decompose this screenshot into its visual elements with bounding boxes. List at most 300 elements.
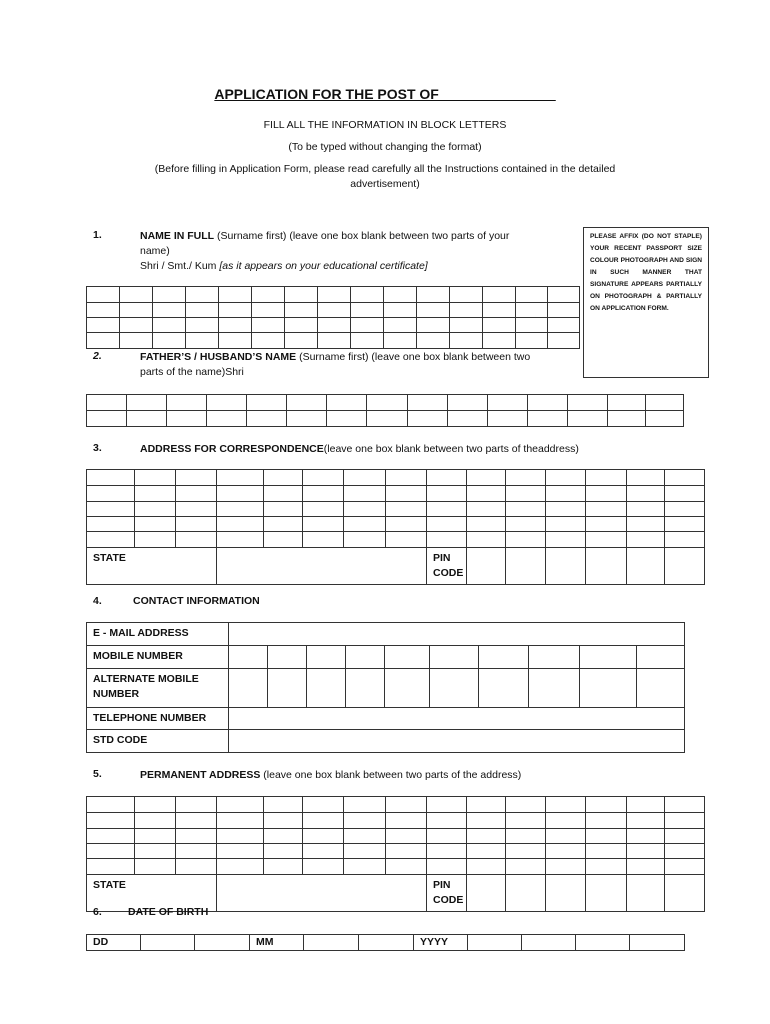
address-char-box[interactable] [135,797,176,813]
address-char-box[interactable] [303,470,344,486]
address-char-box[interactable] [627,797,665,813]
name-char-box[interactable] [548,303,580,318]
address-char-box[interactable] [176,470,217,486]
address-char-box[interactable] [427,517,467,532]
address-char-box[interactable] [546,797,586,813]
address-char-box[interactable] [264,486,303,502]
address-char-box[interactable] [176,517,217,532]
address-char-box[interactable] [627,486,665,502]
mobile-digit-box[interactable] [385,646,430,669]
alt-mobile-digit-box[interactable] [479,669,529,708]
address-char-box[interactable] [344,813,386,829]
address-char-box[interactable] [135,502,176,517]
address-char-box[interactable] [546,517,586,532]
photo-affix-box[interactable] [583,227,709,378]
address-char-box[interactable] [546,470,586,486]
father-char-box[interactable] [447,411,487,427]
address-char-box[interactable] [303,829,344,844]
mm-box[interactable] [359,935,414,951]
address-char-box[interactable] [427,859,467,875]
pin-digit-box[interactable] [665,548,705,585]
address-char-box[interactable] [506,859,546,875]
address-char-box[interactable] [303,486,344,502]
address-char-box[interactable] [665,502,705,517]
address-char-box[interactable] [264,813,303,829]
address-char-box[interactable] [427,470,467,486]
address-char-box[interactable] [264,470,303,486]
alt-mobile-digit-box[interactable] [637,669,685,708]
address-char-box[interactable] [217,532,264,548]
address-char-box[interactable] [586,829,627,844]
name-char-box[interactable] [219,303,252,318]
permanent-address-grid[interactable] [86,796,705,912]
address-char-box[interactable] [264,517,303,532]
name-char-box[interactable] [351,303,384,318]
address-char-box[interactable] [586,859,627,875]
father-char-box[interactable] [447,395,487,411]
address-char-box[interactable] [627,829,665,844]
father-char-box[interactable] [327,411,367,427]
alt-mobile-digit-box[interactable] [307,669,346,708]
father-char-box[interactable] [207,395,247,411]
pin-digit-box[interactable] [665,875,705,912]
address-char-box[interactable] [87,517,135,532]
address-char-box[interactable] [87,532,135,548]
father-char-box[interactable] [127,395,167,411]
address-char-box[interactable] [427,532,467,548]
state-field[interactable] [217,548,427,585]
address-char-box[interactable] [135,844,176,859]
name-char-box[interactable] [252,318,285,333]
name-char-box[interactable] [384,333,417,349]
name-char-box[interactable] [285,287,318,303]
father-char-box[interactable] [87,411,127,427]
name-char-box[interactable] [548,318,580,333]
name-char-box[interactable] [252,303,285,318]
address-char-box[interactable] [427,829,467,844]
address-char-box[interactable] [217,859,264,875]
yyyy-box[interactable] [468,935,522,951]
name-char-box[interactable] [450,287,483,303]
mobile-digit-box[interactable] [637,646,685,669]
name-char-box[interactable] [186,303,219,318]
address-char-box[interactable] [546,829,586,844]
address-char-box[interactable] [303,844,344,859]
father-char-box[interactable] [567,395,607,411]
name-char-box[interactable] [219,318,252,333]
address-char-box[interactable] [135,470,176,486]
father-char-box[interactable] [287,411,327,427]
name-grid[interactable] [86,286,580,349]
address-char-box[interactable] [217,517,264,532]
address-char-box[interactable] [344,502,386,517]
name-char-box[interactable] [516,333,548,349]
address-char-box[interactable] [217,797,264,813]
name-char-box[interactable] [87,303,120,318]
address-char-box[interactable] [176,797,217,813]
address-char-box[interactable] [586,470,627,486]
father-char-box[interactable] [87,395,127,411]
address-char-box[interactable] [303,797,344,813]
address-char-box[interactable] [506,532,546,548]
name-char-box[interactable] [153,303,186,318]
address-char-box[interactable] [135,532,176,548]
address-char-box[interactable] [546,532,586,548]
address-char-box[interactable] [264,502,303,517]
alt-mobile-digit-box[interactable] [385,669,430,708]
address-char-box[interactable] [427,813,467,829]
name-char-box[interactable] [87,333,120,349]
address-char-box[interactable] [627,844,665,859]
name-char-box[interactable] [450,303,483,318]
name-char-box[interactable] [450,333,483,349]
address-char-box[interactable] [467,844,506,859]
address-char-box[interactable] [665,470,705,486]
address-char-box[interactable] [344,844,386,859]
name-char-box[interactable] [120,303,153,318]
alt-mobile-digit-box[interactable] [346,669,385,708]
father-char-box[interactable] [367,395,407,411]
address-char-box[interactable] [135,486,176,502]
name-char-box[interactable] [384,287,417,303]
address-char-box[interactable] [586,502,627,517]
std-code-field[interactable] [229,730,685,753]
pin-digit-box[interactable] [586,548,627,585]
name-char-box[interactable] [318,333,351,349]
address-char-box[interactable] [386,517,427,532]
address-char-box[interactable] [386,813,427,829]
mobile-digit-box[interactable] [479,646,529,669]
name-char-box[interactable] [548,287,580,303]
address-char-box[interactable] [586,532,627,548]
address-char-box[interactable] [135,829,176,844]
mobile-digit-box[interactable] [430,646,479,669]
name-char-box[interactable] [120,318,153,333]
mobile-digit-box[interactable] [580,646,637,669]
name-char-box[interactable] [219,287,252,303]
address-char-box[interactable] [586,486,627,502]
address-char-box[interactable] [665,797,705,813]
address-char-box[interactable] [586,813,627,829]
address-char-box[interactable] [627,859,665,875]
name-char-box[interactable] [87,287,120,303]
address-char-box[interactable] [546,859,586,875]
section-4-number: 4. [93,595,102,607]
name-char-box[interactable] [120,333,153,349]
section-5-label [140,768,521,783]
mobile-digit-box[interactable] [346,646,385,669]
mobile-digit-box[interactable] [307,646,346,669]
pin-digit-box[interactable] [467,875,506,912]
dob-table [86,934,685,951]
address-char-box[interactable] [627,502,665,517]
father-char-box[interactable] [607,411,645,427]
address-char-box[interactable] [586,844,627,859]
alt-mobile-digit-box[interactable] [430,669,479,708]
address-char-box[interactable] [303,813,344,829]
address-char-box[interactable] [546,486,586,502]
name-char-box[interactable] [318,303,351,318]
address-char-box[interactable] [467,502,506,517]
address-char-box[interactable] [303,502,344,517]
address-char-box[interactable] [87,502,135,517]
address-char-box[interactable] [427,486,467,502]
address-char-box[interactable] [87,797,135,813]
address-char-box[interactable] [665,813,705,829]
yyyy-label: YYYY [414,935,468,951]
name-char-box[interactable] [450,318,483,333]
address-char-box[interactable] [176,532,217,548]
address-char-box[interactable] [665,844,705,859]
name-char-box[interactable] [219,333,252,349]
address-char-box[interactable] [586,517,627,532]
address-char-box[interactable] [217,844,264,859]
address-char-box[interactable] [87,844,135,859]
address-char-box[interactable] [264,797,303,813]
address-char-box[interactable] [386,470,427,486]
alt-mobile-digit-box[interactable] [529,669,580,708]
name-char-box[interactable] [285,333,318,349]
address-char-box[interactable] [506,470,546,486]
mm-box[interactable] [304,935,359,951]
address-char-box[interactable] [87,470,135,486]
address-char-box[interactable] [467,829,506,844]
name-char-box[interactable] [186,333,219,349]
name-char-box[interactable] [351,333,384,349]
address-char-box[interactable] [546,813,586,829]
telephone-field[interactable] [229,708,685,730]
father-char-box[interactable] [527,395,567,411]
address-char-box[interactable] [217,502,264,517]
section-1-number: 1. [93,229,102,241]
telephone-label: TELEPHONE NUMBER [87,708,229,730]
address-char-box[interactable] [427,797,467,813]
address-char-box[interactable] [176,502,217,517]
name-char-box[interactable] [384,318,417,333]
name-char-box[interactable] [516,318,548,333]
name-char-box[interactable] [417,333,450,349]
address-char-box[interactable] [506,844,546,859]
address-char-box[interactable] [665,486,705,502]
address-char-box[interactable] [264,532,303,548]
address-grid[interactable] [86,469,705,585]
address-char-box[interactable] [467,859,506,875]
address-char-box[interactable] [217,829,264,844]
address-char-box[interactable] [87,859,135,875]
name-char-box[interactable] [252,287,285,303]
address-char-box[interactable] [467,813,506,829]
address-char-box[interactable] [386,532,427,548]
father-char-box[interactable] [645,411,683,427]
yyyy-box[interactable] [522,935,576,951]
name-char-box[interactable] [483,333,516,349]
pin-digit-box[interactable] [546,548,586,585]
address-char-box[interactable] [467,797,506,813]
father-char-box[interactable] [367,411,407,427]
name-char-box[interactable] [516,303,548,318]
address-char-box[interactable] [386,844,427,859]
name-char-box[interactable] [153,287,186,303]
name-char-box[interactable] [120,287,153,303]
address-char-box[interactable] [427,502,467,517]
father-char-box[interactable] [407,395,447,411]
address-char-box[interactable] [135,859,176,875]
address-char-box[interactable] [467,532,506,548]
address-char-box[interactable] [386,797,427,813]
address-char-box[interactable] [176,859,217,875]
father-char-box[interactable] [247,395,287,411]
father-char-box[interactable] [207,411,247,427]
address-char-box[interactable] [264,844,303,859]
name-char-box[interactable] [153,318,186,333]
address-char-box[interactable] [87,813,135,829]
dd-box[interactable] [141,935,195,951]
address-char-box[interactable] [386,486,427,502]
address-char-box[interactable] [506,517,546,532]
address-char-box[interactable] [627,517,665,532]
address-char-box[interactable] [427,844,467,859]
name-char-box[interactable] [252,333,285,349]
father-name-grid[interactable] [86,394,684,427]
address-char-box[interactable] [386,829,427,844]
address-char-box[interactable] [386,502,427,517]
name-char-box[interactable] [153,333,186,349]
father-char-box[interactable] [645,395,683,411]
pin-digit-box[interactable] [506,875,546,912]
address-char-box[interactable] [467,470,506,486]
name-char-box[interactable] [318,318,351,333]
father-char-box[interactable] [167,395,207,411]
address-char-box[interactable] [217,813,264,829]
name-char-box[interactable] [384,303,417,318]
name-char-box[interactable] [417,318,450,333]
name-char-box[interactable] [548,333,580,349]
mobile-digit-box[interactable] [529,646,580,669]
address-char-box[interactable] [386,859,427,875]
father-char-box[interactable] [327,395,367,411]
pin-digit-box[interactable] [627,548,665,585]
father-char-box[interactable] [127,411,167,427]
address-char-box[interactable] [217,470,264,486]
address-char-box[interactable] [665,517,705,532]
pin-digit-box[interactable] [627,875,665,912]
yyyy-box[interactable] [576,935,630,951]
pin-code-label [427,875,467,912]
father-char-box[interactable] [567,411,607,427]
address-char-box[interactable] [546,844,586,859]
address-char-box[interactable] [627,532,665,548]
name-char-box[interactable] [351,287,384,303]
father-char-box[interactable] [487,411,527,427]
address-char-box[interactable] [176,813,217,829]
name-char-box[interactable] [186,287,219,303]
father-char-box[interactable] [487,395,527,411]
address-char-box[interactable] [665,829,705,844]
address-char-box[interactable] [665,859,705,875]
name-char-box[interactable] [417,303,450,318]
address-char-box[interactable] [344,517,386,532]
email-field[interactable] [229,623,685,646]
address-char-box[interactable] [506,813,546,829]
address-char-box[interactable] [176,844,217,859]
address-char-box[interactable] [344,470,386,486]
address-char-box[interactable] [344,797,386,813]
address-char-box[interactable] [665,532,705,548]
address-char-box[interactable] [344,859,386,875]
section-3-label [140,442,579,457]
name-char-box[interactable] [483,303,516,318]
address-char-box[interactable] [264,829,303,844]
name-char-box[interactable] [483,318,516,333]
yyyy-box[interactable] [630,935,685,951]
mobile-digit-box[interactable] [229,646,268,669]
address-char-box[interactable] [627,813,665,829]
address-char-box[interactable] [627,470,665,486]
pin-digit-box[interactable] [506,548,546,585]
state-field[interactable] [217,875,427,912]
address-char-box[interactable] [506,502,546,517]
name-char-box[interactable] [186,318,219,333]
father-char-box[interactable] [247,411,287,427]
address-char-box[interactable] [135,517,176,532]
father-char-box[interactable] [527,411,567,427]
address-char-box[interactable] [176,829,217,844]
pin-digit-box[interactable] [546,875,586,912]
address-char-box[interactable] [303,532,344,548]
alt-mobile-digit-box[interactable] [268,669,307,708]
address-char-box[interactable] [303,517,344,532]
name-char-box[interactable] [483,287,516,303]
address-char-box[interactable] [506,829,546,844]
address-char-box[interactable] [264,859,303,875]
name-char-box[interactable] [516,287,548,303]
name-char-box[interactable] [285,303,318,318]
alt-mobile-label-1: ALTERNATE MOBILE [93,673,199,685]
address-char-box[interactable] [87,486,135,502]
father-char-box[interactable] [607,395,645,411]
alt-mobile-digit-box[interactable] [580,669,637,708]
address-char-box[interactable] [176,486,217,502]
pin-digit-box[interactable] [467,548,506,585]
address-char-box[interactable] [506,797,546,813]
name-char-box[interactable] [318,287,351,303]
pin-digit-box[interactable] [586,875,627,912]
father-char-box[interactable] [167,411,207,427]
address-char-box[interactable] [586,797,627,813]
address-char-box[interactable] [546,502,586,517]
address-char-box[interactable] [344,532,386,548]
dd-box[interactable] [195,935,250,951]
name-char-box[interactable] [417,287,450,303]
address-char-box[interactable] [135,813,176,829]
address-char-box[interactable] [217,486,264,502]
address-char-box[interactable] [344,829,386,844]
address-char-box[interactable] [87,829,135,844]
father-char-box[interactable] [407,411,447,427]
mobile-digit-box[interactable] [268,646,307,669]
name-char-box[interactable] [351,318,384,333]
alt-mobile-digit-box[interactable] [229,669,268,708]
address-char-box[interactable] [467,517,506,532]
address-char-box[interactable] [506,486,546,502]
father-char-box[interactable] [287,395,327,411]
name-prefix-note: [as it appears on your educational certificate] [219,260,428,272]
address-char-box[interactable] [467,486,506,502]
name-char-box[interactable] [87,318,120,333]
address-char-box[interactable] [303,859,344,875]
address-char-box[interactable] [344,486,386,502]
name-char-box[interactable] [285,318,318,333]
